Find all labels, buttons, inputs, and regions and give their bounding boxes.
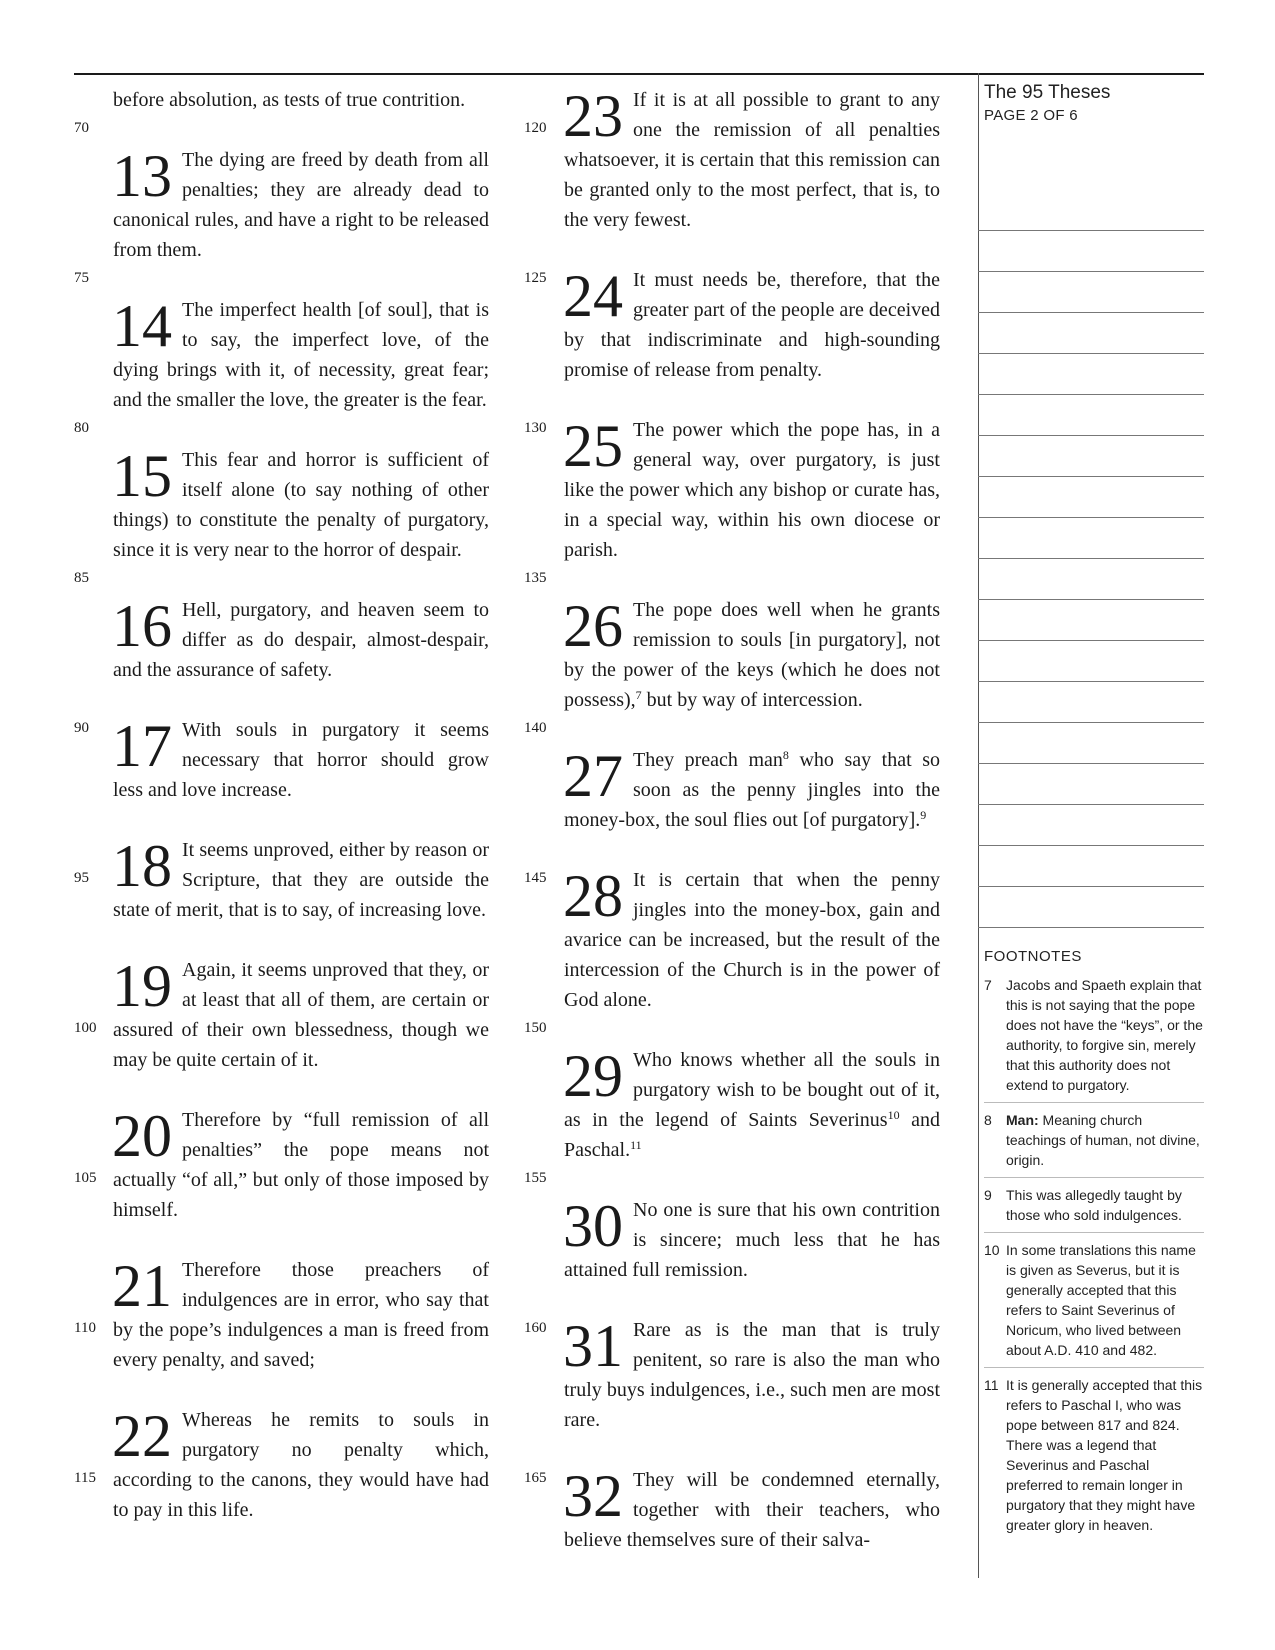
thesis-number: 15 [112,443,172,509]
thesis-number: 18 [112,833,172,899]
thesis-16 [113,595,489,685]
footnote-item [984,1185,1204,1233]
line-number: 150 [524,1020,547,1036]
line-number: 130 [524,420,547,436]
note-line [978,764,1204,805]
thesis-number: 30 [563,1193,623,1259]
footnote-number: 11 [984,1377,999,1393]
thesis-13 [113,145,489,265]
thesis-17 [113,715,489,805]
thesis-number: 16 [112,593,172,659]
thesis-text: who say that so soon as the penny jingles into the money-box, the soul flies out [of purgatory]. [564,749,940,831]
note-line [978,272,1204,313]
line-number: 105 [74,1170,97,1186]
line-number: 135 [524,570,547,586]
thesis-number: 31 [563,1313,623,1379]
footnote-text [1006,1110,1204,1170]
footnote-number: 10 [984,1242,1000,1258]
thesis-text: No one is sure that his own contrition is sincere; much less that he has attained full remission. [564,1199,940,1281]
thesis-text: Hell, purgatory, and heaven seem to differ as do despair, almost-despair, and the assurance of safety. [113,599,489,681]
thesis-19 [113,955,489,1075]
thesis-number: 29 [563,1043,623,1109]
footnote-number: 9 [984,1187,992,1203]
footnote-item [984,1110,1204,1178]
thesis-number: 14 [112,293,172,359]
note-line [978,887,1204,928]
note-line [978,518,1204,559]
thesis-23 [564,85,940,235]
middle-column [564,85,940,1555]
thesis-number: 17 [112,713,172,779]
left-column [113,85,489,1525]
footnote-number: 8 [984,1112,992,1128]
thesis-text: but by way of intercession. [641,689,863,711]
footnote-text: It is generally accepted that this refers to Paschal I, who was pope between 817 and 824. There was a legend that Severinus and Paschal preferred to remain longer in purgatory that they might have greater glory in heaven. [1006,1377,1203,1533]
thesis-15 [113,445,489,565]
document-title: The 95 Theses [984,82,1111,103]
thesis-14 [113,295,489,415]
thesis-text: Rare as is the man that is truly penitent, so rare is also the man who truly buys indulgences, i.e., such men are most rare. [564,1319,940,1431]
line-number: 110 [74,1320,96,1336]
line-number: 95 [74,870,89,886]
note-line [978,231,1204,272]
line-number: 165 [524,1470,547,1486]
note-line [978,477,1204,518]
thesis-text: If it is at all possible to grant to any one the remission of all penalties whatsoever, it is certain that this remission can be granted only to the most perfect, that is, to the very fewest. [564,89,940,231]
thesis-number: 25 [563,413,623,479]
line-number: 85 [74,570,89,586]
thesis-number: 13 [112,143,172,209]
thesis-32 [564,1465,940,1555]
line-number: 115 [74,1470,96,1486]
thesis-text: The dying are freed by death from all penalties; they are already dead to canonical rules, and have a right to be released from them. [113,149,489,261]
thesis-text: and Paschal. [564,1109,940,1161]
thesis-30 [564,1195,940,1285]
thesis-number: 22 [112,1403,172,1469]
sidebar-header [984,82,1204,126]
footnote-ref: 7 [635,688,642,702]
note-line [978,641,1204,682]
thesis-text: The power which the pope has, in a general way, over purgatory, is just like the power which any bishop or curate has, in a special way, within his own diocese or parish. [564,419,940,561]
thesis-22 [113,1405,489,1525]
thesis-number: 32 [563,1463,623,1529]
line-number: 140 [524,720,547,736]
thesis-25 [564,415,940,565]
note-line [978,395,1204,436]
thesis-number: 20 [112,1103,172,1169]
notes-lines [978,190,1204,928]
footnote-ref: 10 [887,1108,900,1122]
note-line [978,313,1204,354]
thesis-27 [564,745,940,835]
thesis-21 [113,1255,489,1375]
thesis-number: 21 [112,1253,172,1319]
thesis-text: Who knows whether all the souls in purgatory wish to be bought out of it, as in the legend of Saints Severinus [564,1049,940,1131]
footnote-item [984,1375,1204,1542]
thesis-text: Therefore those preachers of indulgences are in error, who say that by the pope’s indulgences a man is freed from every penalty, and saved; [113,1259,489,1371]
thesis-text: This fear and horror is sufficient of itself alone (to say nothing of other things) to constitute the penalty of purgatory, since it is very near to the horror of despair. [113,449,489,561]
thesis-text: It is certain that when the penny jingles into the money-box, gain and avarice can be increased, but the result of the intercession of the Church is in the power of God alone. [564,869,940,1011]
footnotes-section [984,948,1204,1549]
line-number: 145 [524,870,547,886]
thesis-text: It must needs be, therefore, that the greater part of the people are deceived by that indiscriminate and high-sounding promise of release from penalty. [564,269,940,381]
line-number: 125 [524,270,547,286]
footnote-text: Jacobs and Spaeth explain that this is not saying that the pope does not have the “keys”, or the authority, to forgive sin, merely that this authority does not extend to purgatory. [1006,977,1203,1093]
line-number: 70 [74,120,89,136]
footnotes-heading: FOOTNOTES [984,948,1082,965]
thesis-number: 19 [112,953,172,1019]
thesis-number: 28 [563,863,623,929]
thesis-26 [564,595,940,715]
footnote-text: This was allegedly taught by those who sold indulgences. [1006,1187,1182,1223]
note-line [978,354,1204,395]
note-line [978,846,1204,887]
footnote-item [984,975,1204,1103]
note-line [978,805,1204,846]
thesis-text: It seems unproved, either by reason or Scripture, that they are outside the state of merit, that is to say, of increasing love. [113,839,489,921]
thesis-text: Again, it seems unproved that they, or at least that all of them, are certain or assured of their own blessedness, though we may be quite certain of it. [113,959,489,1071]
line-number: 75 [74,270,89,286]
footnote-body: Meaning church teachings of human, not divine, origin. [1006,1112,1200,1168]
thesis-28 [564,865,940,1015]
note-line [978,436,1204,477]
note-line [978,190,1204,231]
thesis-24 [564,265,940,385]
note-line [978,682,1204,723]
thesis-number: 24 [563,263,623,329]
footnote-number: 7 [984,977,992,993]
line-number: 80 [74,420,89,436]
footnote-item [984,1240,1204,1368]
line-number: 100 [74,1020,97,1036]
footnote-ref: 11 [630,1138,642,1152]
thesis-text: Whereas he remits to souls in purgatory no penalty which, according to the canons, they would have had to pay in this life. [113,1409,489,1521]
continuation-text: before absolution, as tests of true contrition. [113,89,466,111]
thesis-20 [113,1105,489,1225]
page-indicator: PAGE 2 OF 6 [984,107,1078,124]
line-number: 155 [524,1170,547,1186]
thesis-text: They preach man [633,749,783,771]
thesis-29 [564,1045,940,1165]
footnote-text: In some translations this name is given as Severus, but it is generally accepted that this refers to Saint Severinus of Noricum, who lived between about A.D. 410 and 482. [1006,1242,1196,1358]
footnote-ref: 8 [782,748,789,762]
header-rule [74,73,1204,75]
footnote-term: Man: [1006,1112,1039,1128]
thesis-18 [113,835,489,925]
thesis-number: 23 [563,83,623,149]
thesis-text: Therefore by “full remission of all penalties” the pope means not actually “of all,” but only of those imposed by himself. [113,1109,489,1221]
thesis-number: 27 [563,743,623,809]
thesis-number: 26 [563,593,623,659]
note-line [978,723,1204,764]
thesis-text: They will be condemned eternally, together with their teachers, who believe themselves sure of their salva- [564,1469,940,1551]
note-line [978,600,1204,641]
line-number: 90 [74,720,89,736]
line-number: 120 [524,120,547,136]
note-line [978,559,1204,600]
line-number: 160 [524,1320,547,1336]
thesis-text: With souls in purgatory it seems necessary that horror should grow less and love increase. [113,719,489,801]
footnote-ref: 9 [920,808,927,822]
thesis-text: The pope does well when he grants remission to souls [in purgatory], not by the power of the keys (which he does not possess), [564,599,940,711]
thesis-text: The imperfect health [of soul], that is to say, the imperfect love, of the dying brings with it, of necessity, great fear; and the smaller the love, the greater is the fear. [113,299,489,411]
thesis-31 [564,1315,940,1435]
